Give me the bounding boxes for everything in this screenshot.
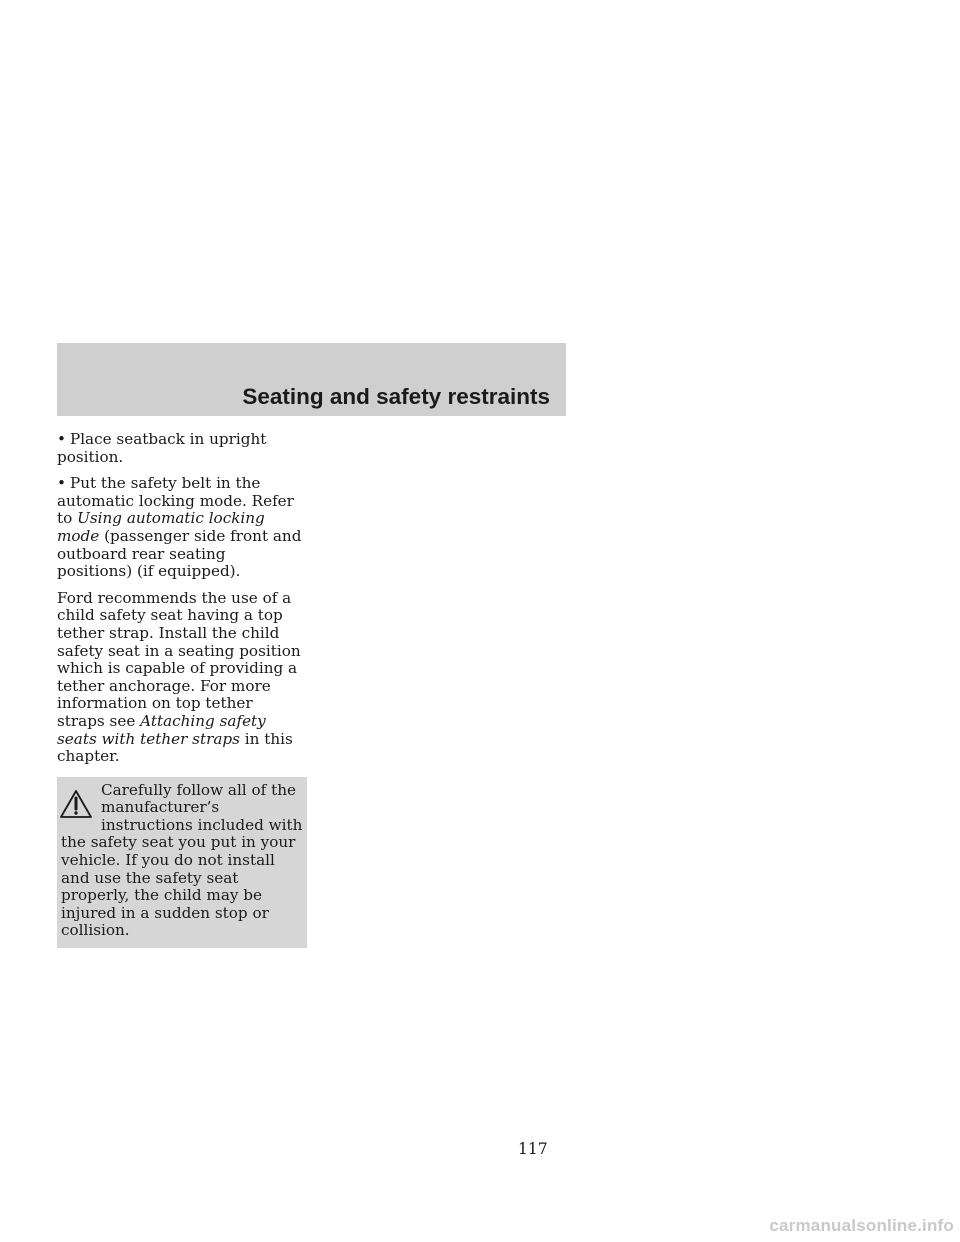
bullet-icon: • <box>57 474 66 493</box>
warning-box <box>57 777 307 948</box>
bullet-text: Put the safety belt in the automatic locking mode. Refer to <box>57 474 294 528</box>
warning-text: Carefully follow all of the manufacturer’s instructions included with the safety seat you put in your vehicle. If you do not install and use the safety seat properly, the child may be injured in a sudden stop or collision. <box>61 780 303 940</box>
watermark: carmanualsonline.info <box>769 1216 954 1235</box>
main-text-column <box>57 431 305 948</box>
bullet-text: Place seatback in upright position. <box>57 430 267 466</box>
paragraph-text: Ford recommends the use of a child safety seat having a top tether strap. Install the child safety seat in a seating position which is capable of providing a tether anchorage. For more information on top tether straps see <box>57 588 301 730</box>
section-title: Seating and safety restraints <box>242 384 550 409</box>
section-header-band <box>57 343 566 416</box>
paragraph-tether-recommendation <box>57 590 305 766</box>
warning-triangle-icon <box>59 788 93 820</box>
bullet-item-safety-belt <box>57 475 305 581</box>
bullet-text-tail: (passenger side front and outboard rear seating positions) (if equipped). <box>57 526 302 581</box>
paragraph-tail: in this chapter. <box>57 729 293 766</box>
bullet-icon: • <box>57 430 66 448</box>
page-number: 117 <box>518 1140 548 1158</box>
cross-reference-tether-straps: Attaching safety seats with tether straps <box>57 711 266 748</box>
cross-reference-automatic-locking: Using automatic locking mode <box>57 509 265 545</box>
bullet-item-seatback <box>57 431 305 466</box>
